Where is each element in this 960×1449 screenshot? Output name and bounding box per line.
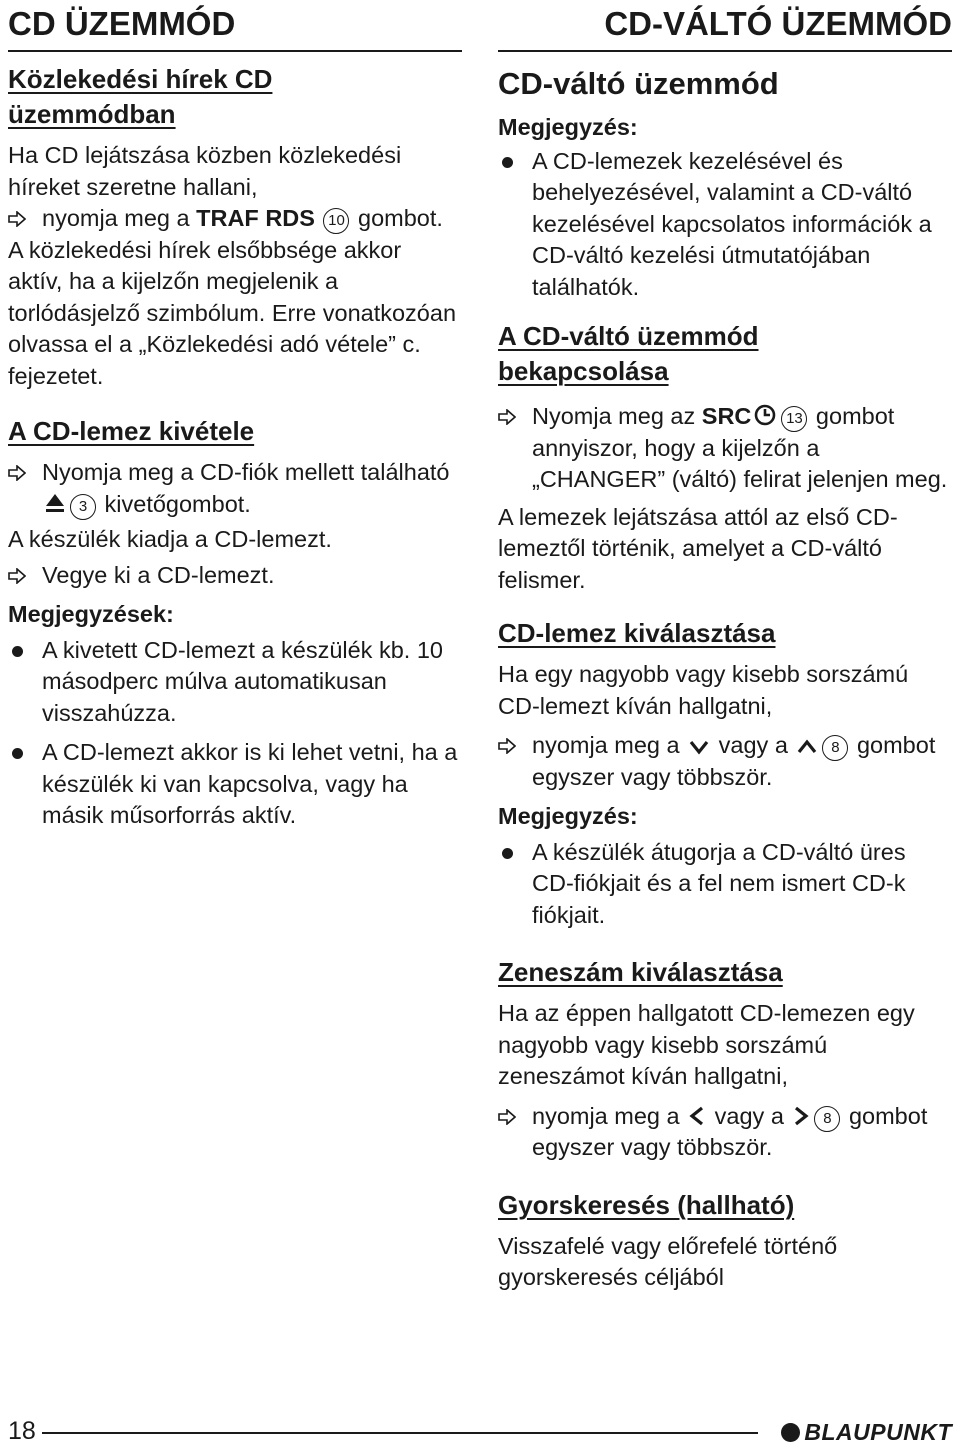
search-intro: Visszafelé vagy előrefelé történő gyorskeresés céljából (498, 1232, 838, 1290)
traffic-step: nyomja meg a TRAF RDS 10 gombot. (8, 203, 462, 235)
page-header-left: CD ÜZEMMÓD (8, 5, 236, 42)
traffic-section-title: Közlekedési hírek CD üzemmódban (8, 64, 273, 129)
eject-icon (45, 492, 65, 514)
changer-note: A CD-lemezek kezelésével és behelyezésével, valamint a CD-váltó kezelésével kapcsolatos információk a CD-váltó kezelési útmutatójában találhatók. (498, 146, 952, 304)
disc-select-note: A készülék átugorja a CD-váltó üres CD-fiókjait és a fel nem ismert CD-k fiókjait. (498, 837, 952, 932)
button-number-badge: 13 (781, 406, 807, 432)
button-number-badge: 8 (814, 1106, 840, 1132)
left-column (8, 62, 462, 832)
eject-note-2: A CD-lemezt akkor is ki lehet vetni, ha a készülék ki van kapcsolva, vagy ha másik műsorforrás aktív. (8, 737, 462, 832)
header-rule-left (8, 50, 462, 52)
brand-dot-icon (781, 1423, 800, 1442)
changer-mode-title: CD-váltó üzemmód (498, 66, 779, 101)
eject-step-1: Nyomja meg a CD-fiók mellett található 3 kivetőgombot. (8, 457, 462, 520)
chevron-down-icon (689, 739, 709, 755)
brand-logo: BLAUPUNKT (781, 1418, 952, 1446)
activate-step: Nyomja meg az SRC 13 gombot annyiszor, hogy a kijelzőn a „CHANGER” (váltó) felirat jelenjen meg. (498, 401, 952, 496)
header-rule-right (498, 50, 952, 52)
chevron-right-icon (793, 1106, 809, 1126)
button-number-badge: 8 (822, 735, 848, 761)
search-section-title: Gyorskeresés (hallható) (498, 1189, 795, 1220)
clock-icon (754, 404, 776, 426)
page-header-right: CD-VÁLTÓ ÜZEMMÓD (604, 5, 952, 42)
bullet-icon (12, 646, 23, 657)
footer-rule (42, 1432, 758, 1434)
disc-select-section-title: CD-lemez kiválasztása (498, 618, 776, 648)
bullet-icon (12, 748, 23, 759)
right-column (498, 62, 952, 1294)
arrow-icon (8, 211, 26, 227)
button-number-badge: 3 (70, 494, 96, 520)
button-number-badge: 10 (323, 208, 349, 234)
bullet-icon (502, 848, 513, 859)
disc-select-step: nyomja meg a vagy a 8 gombot egyszer vagy többször. (498, 730, 952, 793)
arrow-icon (498, 738, 516, 754)
eject-notes-label: Megjegyzések: (8, 601, 174, 627)
disc-select-note-label: Megjegyzés: (498, 803, 638, 829)
traffic-intro: Ha CD lejátszása közben közlekedési híreket szeretne hallani, (8, 142, 402, 200)
activate-section-title: A CD-váltó üzemmód bekapcsolása (498, 321, 759, 386)
chevron-left-icon (689, 1106, 705, 1126)
eject-note-1: A kivetett CD-lemezt a készülék kb. 10 másodperc múlva automatikusan visszahúzza. (8, 635, 462, 730)
bullet-icon (502, 157, 513, 168)
arrow-icon (8, 465, 26, 481)
activate-paragraph: A lemezek lejátszása attól az első CD-lemeztől történik, amelyet a CD-váltó felismer. (498, 503, 898, 593)
track-select-step: nyomja meg a vagy a 8 gombot egyszer vagy többször. (498, 1101, 952, 1164)
arrow-icon (498, 1109, 516, 1125)
eject-section-title: A CD-lemez kivétele (8, 416, 255, 446)
eject-step-2: Vegye ki a CD-lemezt. (8, 560, 462, 592)
disc-select-intro: Ha egy nagyobb vagy kisebb sorszámú CD-lemezt kíván hallgatni, (498, 661, 909, 719)
traffic-paragraph: A közlekedési hírek elsőbbsége akkor aktív, ha a kijelzőn megjelenik a torlódásjelző szimbólum. Erre vonatkozóan olvassa el a „Közlekedési adó vétele” c. fejezetet. (8, 236, 457, 389)
track-select-section-title: Zeneszám kiválasztása (498, 957, 783, 987)
eject-paragraph: A készülék kiadja a CD-lemezt. (8, 526, 332, 552)
arrow-icon (8, 568, 26, 584)
changer-note-label: Megjegyzés: (498, 114, 638, 140)
arrow-icon (498, 409, 516, 425)
page-number: 18 (8, 1417, 36, 1445)
track-select-intro: Ha az éppen hallgatott CD-lemezen egy nagyobb vagy kisebb sorszámú zeneszámot kíván hallgatni, (498, 1000, 915, 1089)
chevron-up-icon (797, 739, 817, 755)
